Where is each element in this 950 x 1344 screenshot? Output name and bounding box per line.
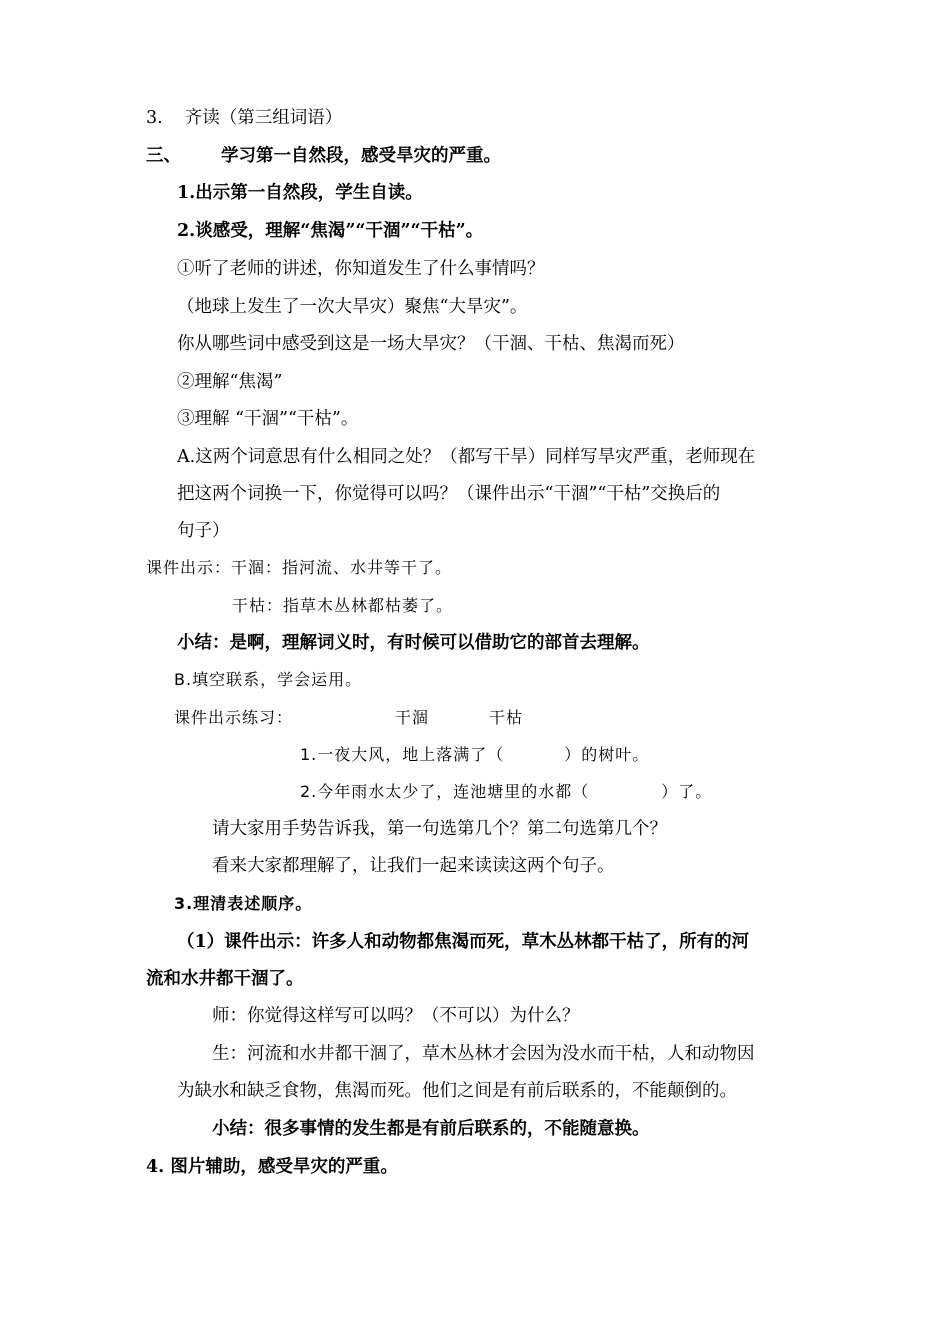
exercise-label: 课件出示练习： — [174, 708, 294, 727]
courseware-sentence: 流和水井都干涸了。 — [146, 969, 304, 989]
question-line: 你从哪些词中感受到这是一场大旱灾？（干涸、干枯、焦渴而死） — [177, 334, 685, 354]
exercise-header — [174, 706, 523, 730]
courseware-sentence: （1）课件出示：许多人和动物都焦渴而死，草木丛林都干枯了，所有的河 — [177, 932, 750, 952]
paragraph-line: 请大家用手势告诉我，第一句选第几个？第二句选第几个？ — [212, 819, 667, 839]
step-1-heading: 1.出示第一自然段，学生自读。 — [177, 183, 423, 203]
summary-line: 小结：很多事情的发生都是有前后联系的，不能随意换。 — [212, 1119, 650, 1139]
section-title: 学习第一自然段，感受旱灾的严重。 — [221, 146, 501, 166]
step-2-heading: 2.谈感受，理解“焦渴”“干涸”“干枯”。 — [177, 221, 484, 241]
student-line: 生：河流和水井都干涸了，草木丛林才会因为没水而干枯，人和动物因 — [212, 1044, 755, 1064]
sub-item: ②理解“焦渴” — [177, 372, 283, 392]
section-heading — [146, 144, 501, 168]
paragraph-line: 看来大家都理解了，让我们一起来读读这两个句子。 — [212, 856, 615, 876]
paragraph-line: A.这两个词意思有什么相同之处？（都写干旱）同样写旱灾严重，老师现在 — [177, 447, 756, 467]
paragraph-line: 句子） — [177, 521, 230, 541]
exercise-sentence: 1.一夜大风，地上落满了（ ）的树叶。 — [300, 745, 650, 764]
summary-line: 小结：是啊，理解词义时，有时候可以借助它的部首去理解。 — [177, 633, 650, 653]
sub-heading: B.填空联系，学会运用。 — [174, 670, 363, 689]
line-reading-step — [146, 106, 342, 130]
sub-item: ③理解 “干涸”“干枯”。 — [177, 409, 359, 429]
answer-line: （地球上发生了一次大旱灾）聚焦“大旱灾”。 — [177, 297, 528, 317]
paragraph-line: 把这两个词换一下，你觉得可以吗？（课件出示“干涸”“干枯”交换后的 — [177, 484, 721, 504]
step-4-heading: 4. 图片辅助，感受旱灾的严重。 — [146, 1157, 398, 1177]
word-option-1: 干涸 — [395, 708, 430, 727]
exercise-sentence: 2.今年雨水太少了，连池塘里的水都（ ）了。 — [300, 782, 713, 801]
question-line: ①听了老师的讲述，你知道发生了什么事情吗？ — [177, 259, 545, 279]
step-text: 齐读（第三组词语） — [184, 108, 343, 128]
step-number: 3. — [146, 108, 163, 128]
word-option-2: 干枯 — [489, 708, 524, 727]
courseware-definition: 干枯：指草木丛林都枯萎了。 — [232, 596, 454, 615]
student-line: 为缺水和缺乏食物，焦渴而死。他们之间是有前后联系的，不能颠倒的。 — [177, 1081, 737, 1101]
teacher-line: 师：你觉得这样写可以吗？（不可以）为什么？ — [212, 1006, 580, 1026]
section-number: 三、 — [146, 146, 181, 166]
step-3-heading: 3.理清表述顺序。 — [174, 894, 313, 913]
courseware-definition: 课件出示：干涸：指河流、水井等干了。 — [146, 558, 453, 577]
